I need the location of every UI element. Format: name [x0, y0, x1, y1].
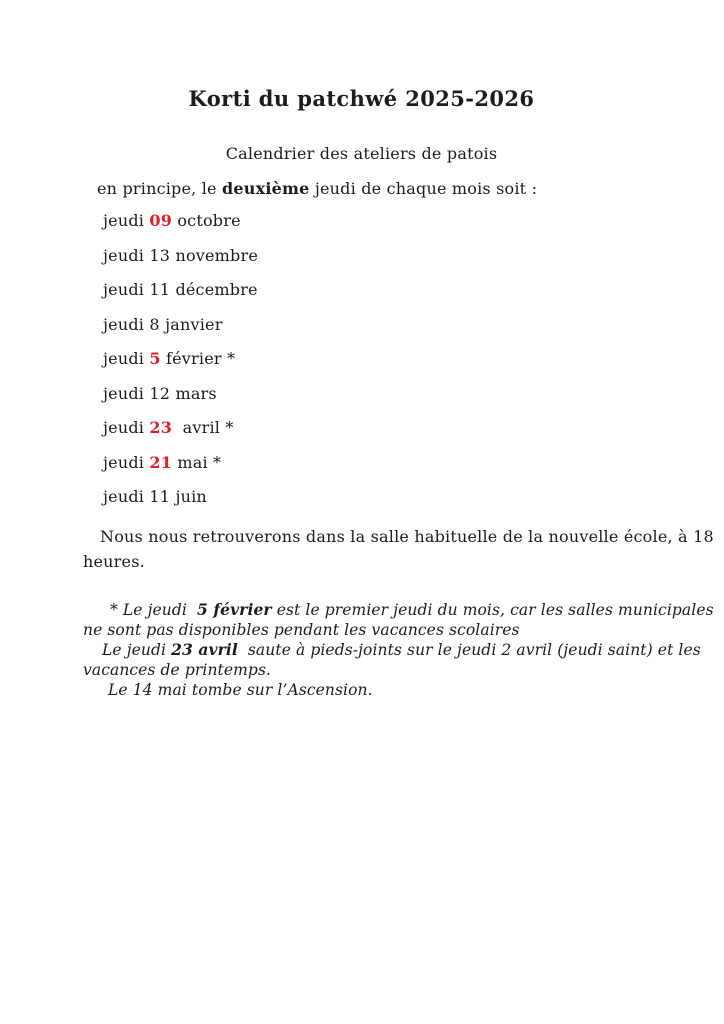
location-note-line: Nous nous retrouverons dans la salle habituelle de la nouvelle école, à 18 [100, 526, 714, 546]
schedule-item-month: juin [170, 487, 207, 506]
footnotes [83, 599, 714, 700]
schedule-item-weekday: jeudi [103, 418, 150, 437]
footnote-line [83, 680, 640, 700]
footnote-text: * Le jeudi [110, 600, 197, 619]
footnote-text: Le jeudi [102, 640, 172, 659]
document-subtitle: Calendrier des ateliers de patois [225, 144, 498, 163]
schedule-item-month: novembre [170, 245, 259, 265]
footnote-line [83, 599, 714, 620]
schedule-item-weekday: jeudi [103, 452, 150, 472]
intro-text-pre: en principe, le [97, 179, 223, 198]
schedule-list [103, 213, 640, 505]
schedule-item-day: 12 [149, 383, 171, 403]
schedule-item-day: 21 [149, 452, 173, 472]
intro-text-bold: deuxième [222, 179, 310, 198]
schedule-item-day: 09 [149, 211, 173, 230]
schedule-item [103, 245, 640, 265]
schedule-item-day: 8 [149, 314, 160, 334]
footnote-line [83, 660, 640, 680]
schedule-item-month: avril * [172, 418, 234, 437]
schedule-item-day: 5 [149, 349, 161, 368]
footnote-text: Le 14 mai tombe sur l’Ascension. [108, 680, 373, 699]
schedule-item-month: janvier [159, 314, 223, 334]
schedule-item-weekday: jeudi [103, 245, 150, 265]
footnote-text: vacances de printemps. [83, 660, 272, 679]
footnote-text: saute à pieds-joints sur le jeudi 2 avril (jeudi saint) et les [237, 640, 701, 659]
schedule-item-month: mars [170, 383, 217, 403]
schedule-item [103, 351, 640, 367]
footnote-line [83, 620, 640, 640]
schedule-item-weekday: jeudi [103, 280, 150, 299]
schedule-item-month: mai * [172, 452, 222, 472]
schedule-item-weekday: jeudi [103, 211, 150, 230]
schedule-item-day: 23 [149, 418, 173, 437]
location-note-line: heures. [83, 551, 145, 571]
footnote-date-bold: 5 février [196, 599, 272, 619]
schedule-item-month: février * [160, 349, 236, 368]
schedule-item [103, 489, 640, 505]
schedule-item [103, 314, 640, 334]
schedule-item [103, 420, 640, 436]
schedule-item-weekday: jeudi [103, 314, 150, 334]
intro-line [97, 179, 640, 199]
schedule-item-month: octobre [172, 211, 241, 230]
schedule-item [103, 452, 640, 472]
location-note [83, 524, 714, 574]
schedule-item-month: décembre [170, 280, 258, 299]
intro-text-post: jeudi de chaque mois soit : [309, 179, 538, 198]
footnote-text: ne sont pas disponibles pendant les vacances scolaires [83, 620, 520, 639]
schedule-item-day: 13 [149, 245, 171, 265]
footnote-line [83, 639, 701, 660]
schedule-item-weekday: jeudi [103, 349, 150, 368]
schedule-item-day: 11 [149, 280, 171, 299]
schedule-item-weekday: jeudi [103, 487, 150, 506]
schedule-item [103, 282, 640, 298]
schedule-item-day: 11 [149, 487, 171, 506]
schedule-item-weekday: jeudi [103, 383, 150, 403]
footnote-date-bold: 23 avril [171, 639, 238, 659]
schedule-item [103, 383, 640, 403]
schedule-item [103, 213, 640, 229]
document-title: Korti du patchwé 2025-2026 [188, 86, 535, 111]
footnote-text: est le premier jeudi du mois, car les salles municipales [271, 600, 714, 619]
